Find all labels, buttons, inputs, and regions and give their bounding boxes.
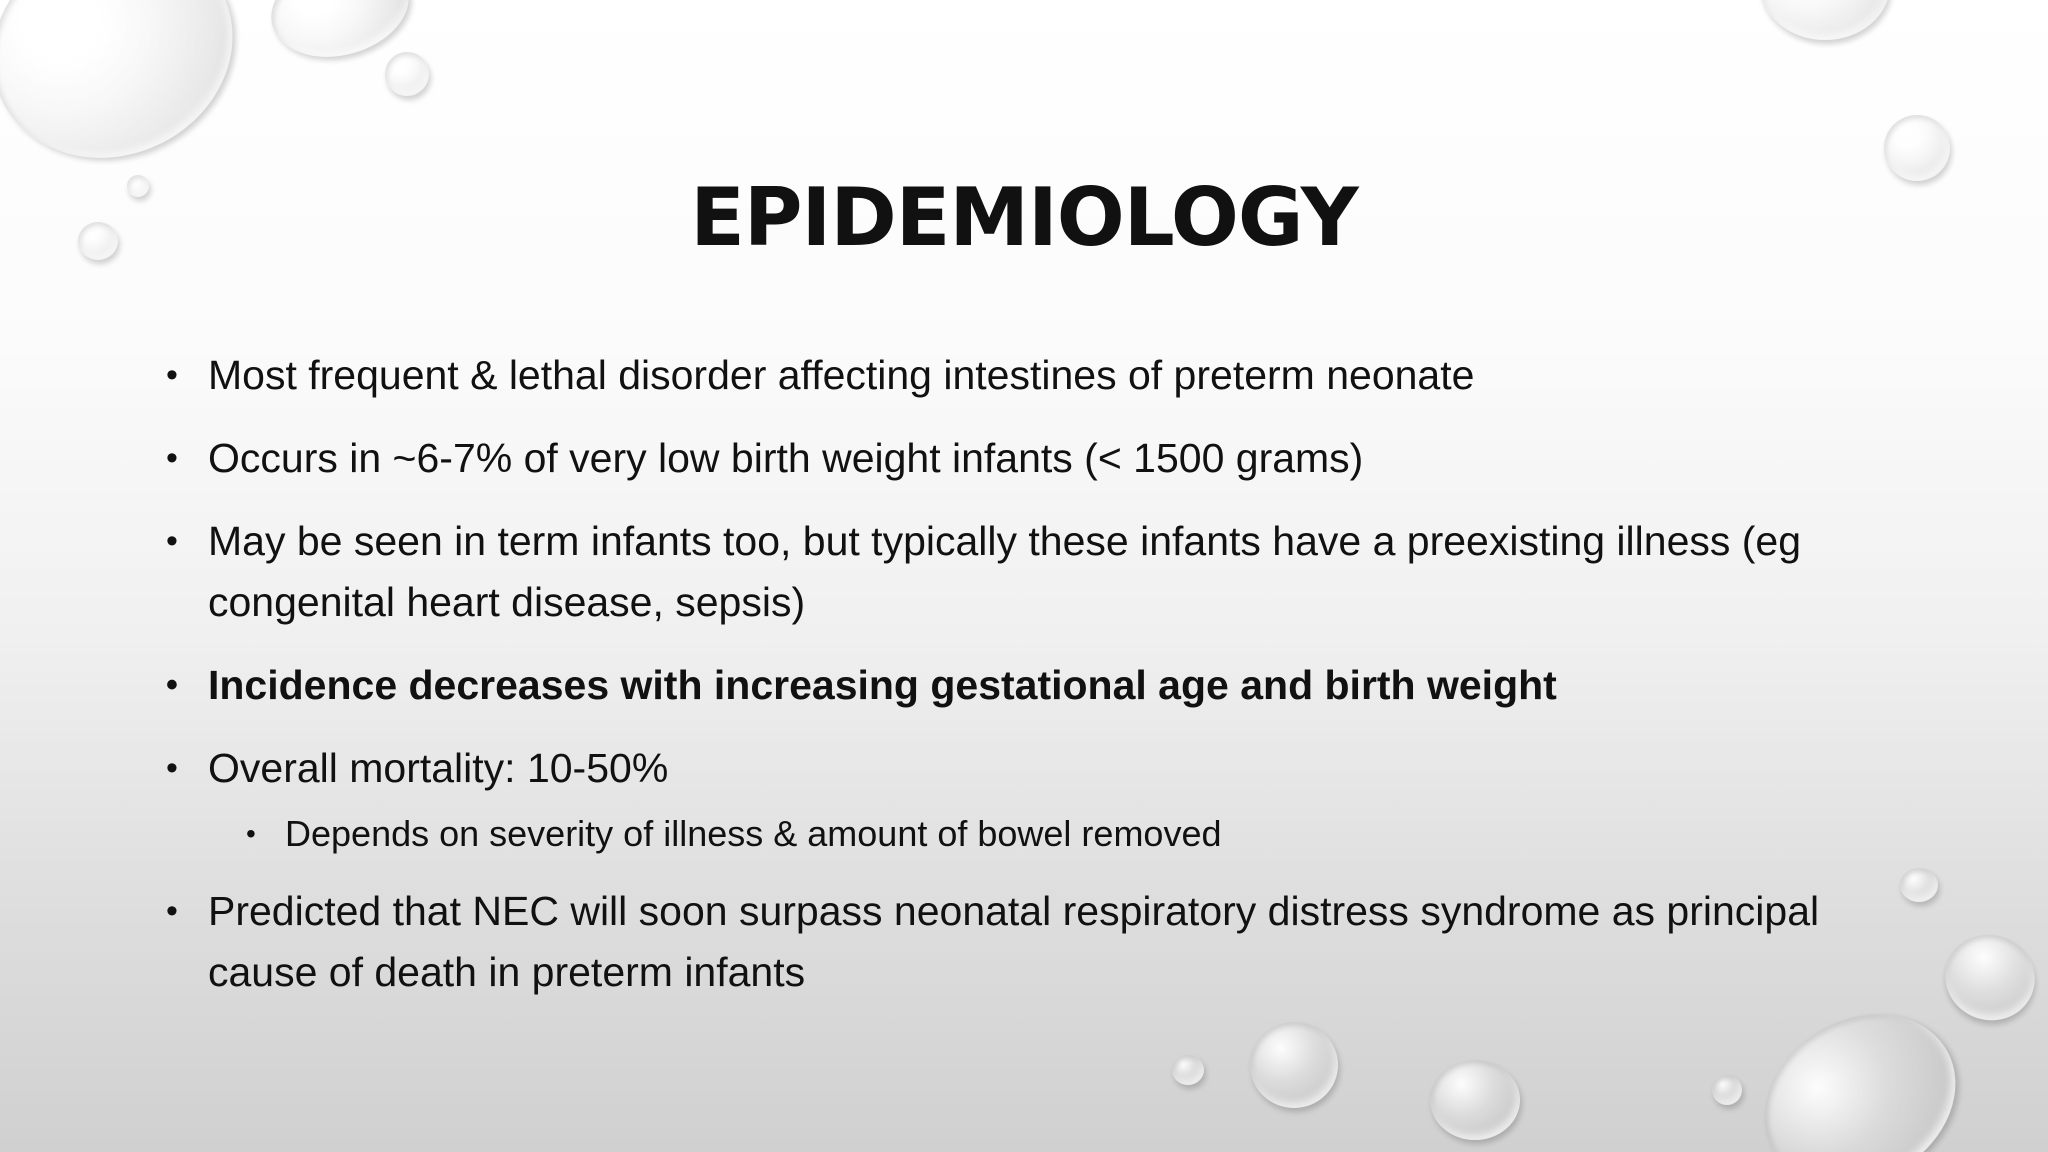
water-drop-decoration [1172, 1055, 1204, 1085]
slide-title: EPIDEMIOLOGY [690, 171, 1358, 264]
water-drop-decoration [1712, 1075, 1742, 1105]
water-drop-decoration [1760, 0, 1890, 40]
bullet-item [166, 738, 1886, 799]
water-drop-decoration [1884, 115, 1950, 181]
water-drop-decoration [1250, 1022, 1338, 1108]
bullet-marker: • [166, 749, 178, 787]
bullet-item [166, 881, 1886, 1003]
sub-bullet-item [166, 809, 1886, 859]
bullet-text: Predicted that NEC will soon surpass neonatal respiratory distress syndrome as principal cause of death in preterm infants [208, 888, 1820, 995]
bullet-marker: • [166, 356, 178, 394]
water-drop-decoration [0, 0, 269, 197]
bullet-marker: • [166, 522, 178, 560]
water-drop-decoration [1933, 922, 2047, 1033]
bullet-text: Most frequent & lethal disorder affecting intestines of preterm neonate [208, 352, 1475, 398]
bullet-item [166, 511, 1886, 633]
bullet-item-emphasis [166, 655, 1886, 716]
bullet-item [166, 428, 1886, 489]
bullet-marker: • [166, 439, 178, 477]
bullet-item [166, 345, 1886, 406]
bullet-list [166, 345, 1886, 1025]
bullet-marker: • [166, 666, 178, 704]
water-drop-decoration [385, 52, 429, 96]
sub-bullet-text: Depends on severity of illness & amount of bowel removed [285, 813, 1222, 854]
water-drop-decoration [1900, 868, 1938, 902]
bullet-marker: • [166, 892, 178, 930]
bullet-text: Occurs in ~6-7% of very low birth weight infants (< 1500 grams) [208, 435, 1364, 481]
bullet-text: Incidence decreases with increasing gestational age and birth weight [208, 662, 1557, 708]
sub-bullet-marker: • [246, 818, 256, 849]
water-drop-decoration [1430, 1060, 1520, 1140]
bullet-text: Overall mortality: 10-50% [208, 745, 669, 791]
bullet-text: May be seen in term infants too, but typically these infants have a preexisting illness (eg congenital heart disease, sepsis) [208, 518, 1802, 625]
